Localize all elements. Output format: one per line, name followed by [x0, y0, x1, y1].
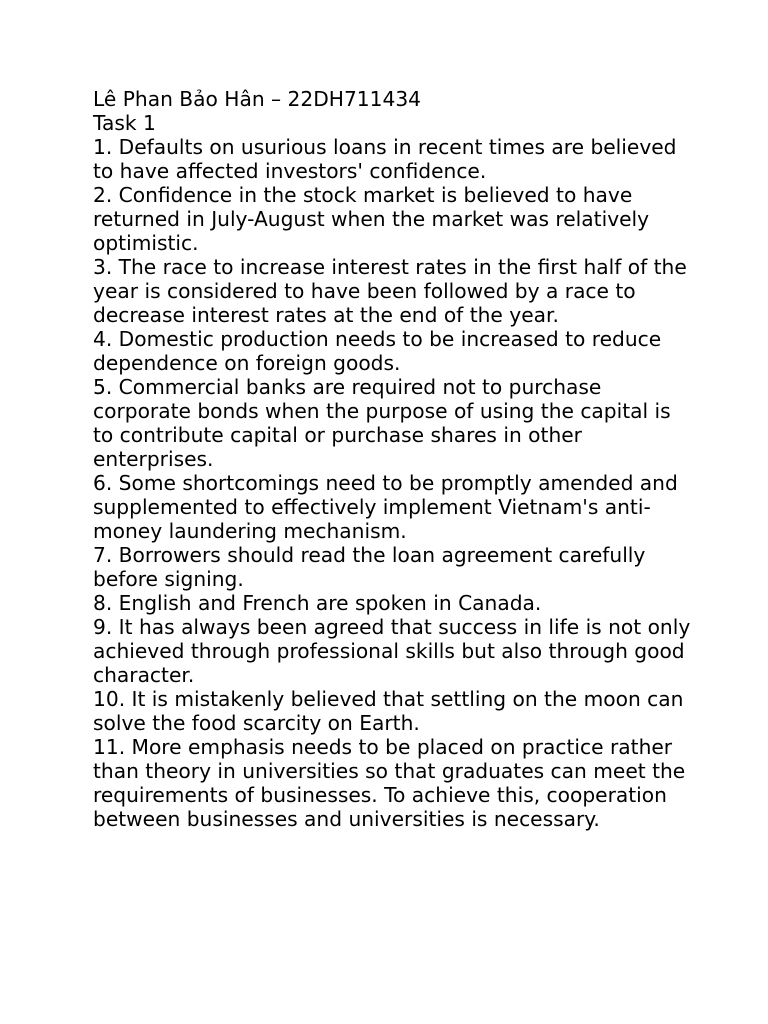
sentence-item-9: 9. It has always been agreed that success in life is not only achieved through professional skills but also through good character.: [93, 615, 691, 687]
sentence-item-6: 6. Some shortcomings need to be promptly amended and supplemented to effectively implement Vietnam's anti-money laundering mechanism.: [93, 471, 678, 543]
author-line: Lê Phan Bảo Hân – 22DH711434: [93, 87, 422, 111]
sentence-item-1: 1. Defaults on usurious loans in recent times are believed to have affected investors' confidence.: [93, 135, 677, 183]
document-page: [93, 87, 693, 831]
sentence-item-4: 4. Domestic production needs to be increased to reduce dependence on foreign goods.: [93, 327, 662, 375]
sentence-item-7: 7. Borrowers should read the loan agreement carefully before signing.: [93, 543, 646, 591]
task-heading: Task 1: [93, 111, 156, 135]
sentence-item-2: 2. Confidence in the stock market is believed to have returned in July-August when the market was relatively optimistic.: [93, 183, 650, 255]
sentence-item-10: 10. It is mistakenly believed that settling on the moon can solve the food scarcity on Earth.: [93, 687, 684, 735]
sentence-item-11: 11. More emphasis needs to be placed on practice rather than theory in universities so that graduates can meet the requirements of businesses. To achieve this, cooperation between businesses and universities is necessary.: [93, 735, 686, 831]
sentence-item-8: 8. English and French are spoken in Canada.: [93, 591, 542, 615]
sentence-item-5: 5. Commercial banks are required not to purchase corporate bonds when the purpose of using the capital is to contribute capital or purchase shares in other enterprises.: [93, 375, 671, 471]
sentence-item-3: 3. The race to increase interest rates in the first half of the year is considered to have been followed by a race to decrease interest rates at the end of the year.: [93, 255, 687, 327]
